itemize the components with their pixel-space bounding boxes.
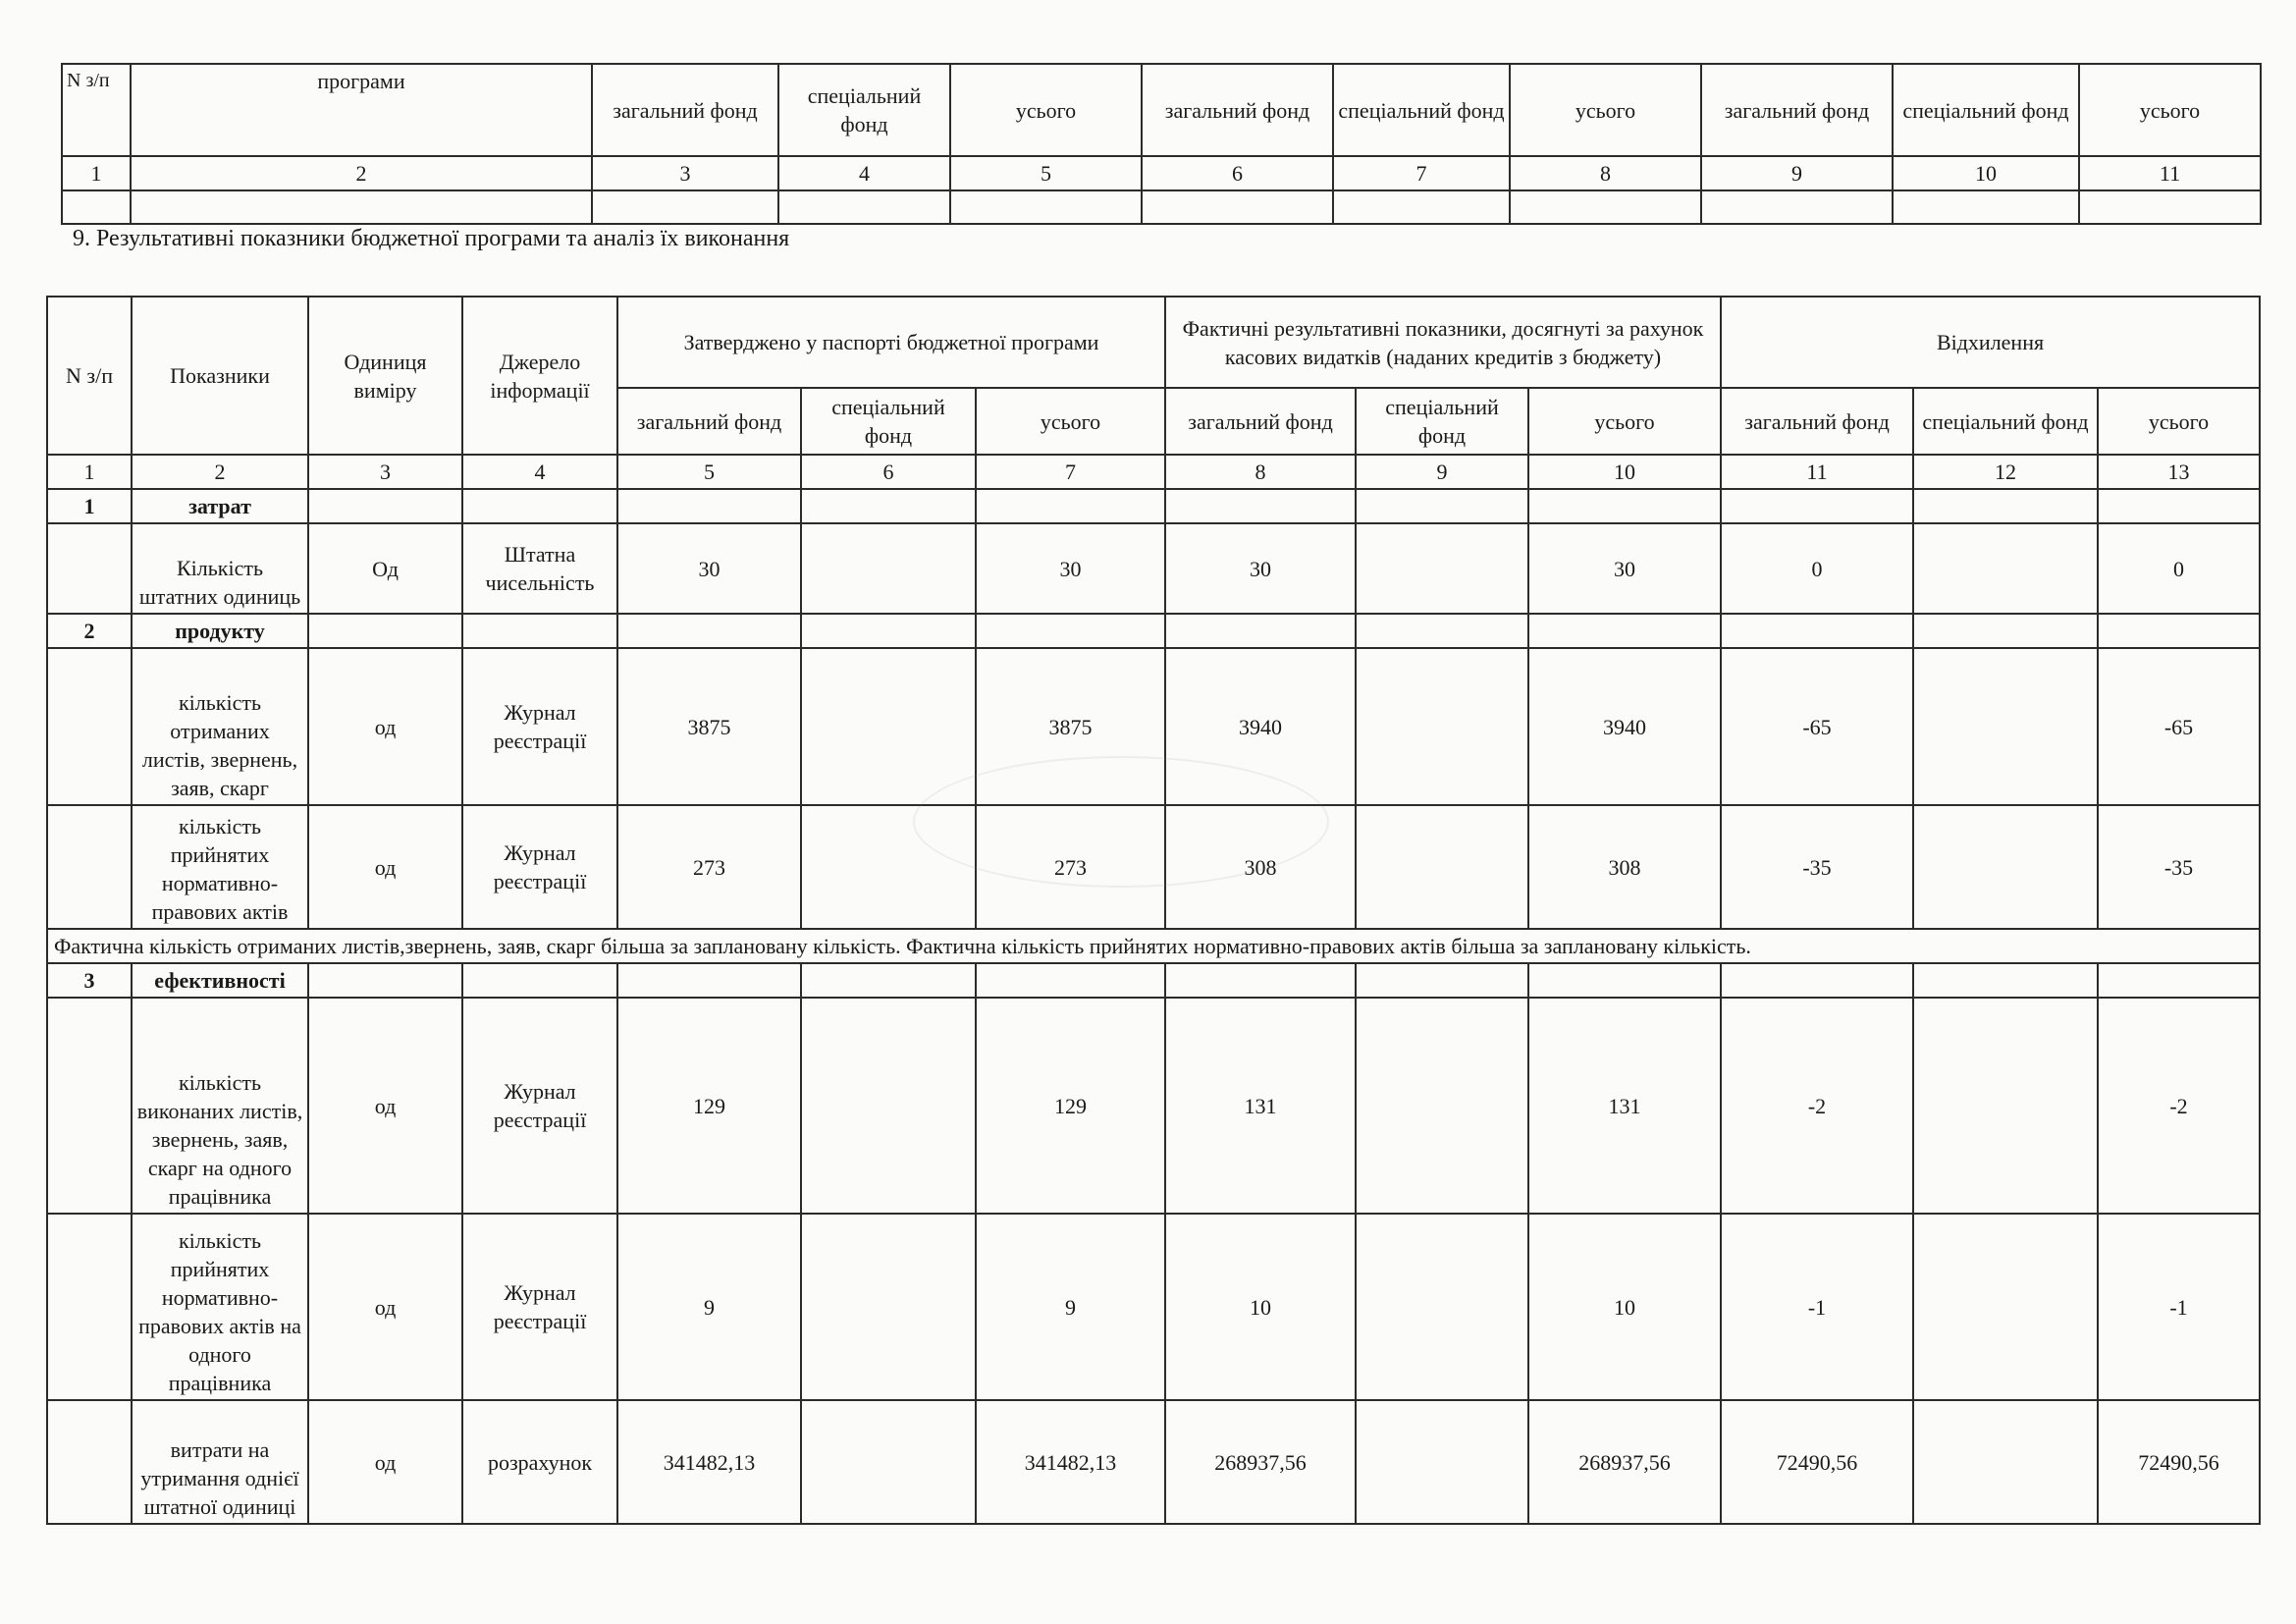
col-number: 2: [131, 156, 592, 190]
top-table-header-row: [62, 64, 2261, 156]
value-cell: 3940: [1528, 648, 1721, 805]
value-cell: [1356, 998, 1528, 1214]
value-cell: 308: [1165, 805, 1356, 929]
col-number: 7: [1333, 156, 1510, 190]
value-cell: 273: [617, 805, 801, 929]
value-cell: -35: [2098, 805, 2260, 929]
section-row-costs: [47, 489, 2260, 523]
indicator-unit: од: [308, 1214, 462, 1400]
indicator-row: [47, 1214, 2260, 1400]
value-cell: -1: [1721, 1214, 1913, 1400]
col-number: 5: [617, 455, 801, 489]
header-general: загальний фонд: [1165, 388, 1356, 455]
header-approved: Затверджено у паспорті бюджетної програми: [617, 297, 1165, 388]
value-cell: -65: [2098, 648, 2260, 805]
value-cell: 30: [1528, 523, 1721, 614]
indicator-name: Кількість штатних одиниць: [132, 523, 308, 614]
indicator-name: кількість прийнятих нормативно-правових актів на одного працівника: [132, 1214, 308, 1400]
header-cell: усього: [1510, 64, 1701, 156]
header-cell: програми: [131, 64, 592, 156]
col-number: 1: [62, 156, 131, 190]
indicator-unit: Од: [308, 523, 462, 614]
col-number: 7: [976, 455, 1165, 489]
value-cell: [801, 998, 976, 1214]
col-number: 9: [1356, 455, 1528, 489]
indicator-unit: од: [308, 998, 462, 1214]
header-cell: усього: [2079, 64, 2261, 156]
value-cell: 9: [976, 1214, 1165, 1400]
col-number: 3: [308, 455, 462, 489]
indicator-name: кількість прийнятих нормативно-правових актів: [132, 805, 308, 929]
analysis-note-row: [47, 929, 2260, 963]
header-cell: усього: [950, 64, 1142, 156]
value-cell: 273: [976, 805, 1165, 929]
col-number: 9: [1701, 156, 1893, 190]
value-cell: 268937,56: [1528, 1400, 1721, 1524]
value-cell: -65: [1721, 648, 1913, 805]
header-cell: загальний фонд: [1701, 64, 1893, 156]
header-source: Джерело інформації: [462, 297, 617, 455]
header-total: усього: [1528, 388, 1721, 455]
header-cell: спеціальний фонд: [778, 64, 950, 156]
value-cell: 341482,13: [617, 1400, 801, 1524]
value-cell: 10: [1165, 1214, 1356, 1400]
value-cell: 30: [976, 523, 1165, 614]
top-table: [61, 63, 2262, 225]
value-cell: -2: [1721, 998, 1913, 1214]
indicator-name: кількість отриманих листів, звернень, заяв, скарг: [132, 648, 308, 805]
value-cell: 131: [1165, 998, 1356, 1214]
header-total: усього: [976, 388, 1165, 455]
section-row-product: [47, 614, 2260, 648]
indicator-row: [47, 998, 2260, 1214]
value-cell: [801, 1400, 976, 1524]
col-number: 6: [1142, 156, 1333, 190]
header-special: спеціальний фонд: [1356, 388, 1528, 455]
section-num: 3: [47, 963, 132, 998]
col-number: 1: [47, 455, 132, 489]
value-cell: [1356, 523, 1528, 614]
header-general: загальний фонд: [1721, 388, 1913, 455]
col-number: 10: [1893, 156, 2079, 190]
value-cell: 341482,13: [976, 1400, 1165, 1524]
value-cell: 72490,56: [1721, 1400, 1913, 1524]
value-cell: [801, 648, 976, 805]
value-cell: 268937,56: [1165, 1400, 1356, 1524]
value-cell: [1913, 998, 2098, 1214]
header-general: загальний фонд: [617, 388, 801, 455]
header-cell: загальний фонд: [592, 64, 778, 156]
indicator-source: Штатна чисельність: [462, 523, 617, 614]
column-number-row: [47, 455, 2260, 489]
col-number: 8: [1165, 455, 1356, 489]
indicator-source: Журнал реєстрації: [462, 805, 617, 929]
value-cell: -1: [2098, 1214, 2260, 1400]
col-number: 4: [778, 156, 950, 190]
col-number: 11: [1721, 455, 1913, 489]
value-cell: 30: [1165, 523, 1356, 614]
indicator-source: розрахунок: [462, 1400, 617, 1524]
col-number: 5: [950, 156, 1142, 190]
section-num: 1: [47, 489, 132, 523]
indicators-table: [46, 296, 2261, 1525]
section-name: затрат: [132, 489, 308, 523]
value-cell: [1356, 648, 1528, 805]
section-title: 9. Результативні показники бюджетної програми та аналіз їх виконання: [73, 226, 790, 251]
value-cell: [1356, 1400, 1528, 1524]
col-number: 4: [462, 455, 617, 489]
value-cell: 131: [1528, 998, 1721, 1214]
header-cell: спеціальний фонд: [1893, 64, 2079, 156]
analysis-note: Фактична кількість отриманих листів,звернень, заяв, скарг більша за заплановану кількість. Фактична кількість прийнятих нормативно-правових актів більша за заплановану кількість.: [47, 929, 2260, 963]
indicator-source: Журнал реєстрації: [462, 1214, 617, 1400]
header-deviation: Відхилення: [1721, 297, 2260, 388]
section-row-efficiency: [47, 963, 2260, 998]
indicator-unit: од: [308, 805, 462, 929]
col-number: 6: [801, 455, 976, 489]
indicator-row: [47, 1400, 2260, 1524]
header-cell: загальний фонд: [1142, 64, 1333, 156]
value-cell: 72490,56: [2098, 1400, 2260, 1524]
value-cell: [1913, 523, 2098, 614]
value-cell: [1913, 1214, 2098, 1400]
value-cell: 3875: [976, 648, 1165, 805]
header-row-1: [47, 297, 2260, 388]
header-indicators: Показники: [132, 297, 308, 455]
col-number: 8: [1510, 156, 1701, 190]
value-cell: 0: [2098, 523, 2260, 614]
col-number: 3: [592, 156, 778, 190]
value-cell: [1913, 805, 2098, 929]
value-cell: [1913, 648, 2098, 805]
header-unit: Одиниця виміру: [308, 297, 462, 455]
value-cell: 129: [617, 998, 801, 1214]
value-cell: [1356, 805, 1528, 929]
bleed-through-stamp: [913, 756, 1329, 888]
header-special: спеціальний фонд: [1913, 388, 2098, 455]
col-number: 13: [2098, 455, 2260, 489]
header-cell: спеціальний фонд: [1333, 64, 1510, 156]
value-cell: [801, 1214, 976, 1400]
indicator-name: витрати на утримання однієї штатної одиниці: [132, 1400, 308, 1524]
indicator-source: Журнал реєстрації: [462, 998, 617, 1214]
col-number: 2: [132, 455, 308, 489]
value-cell: 30: [617, 523, 801, 614]
indicator-row: [47, 523, 2260, 614]
value-cell: [1356, 1214, 1528, 1400]
col-number: 12: [1913, 455, 2098, 489]
value-cell: 3875: [617, 648, 801, 805]
header-cell: N з/п: [62, 64, 131, 156]
value-cell: 308: [1528, 805, 1721, 929]
value-cell: 129: [976, 998, 1165, 1214]
value-cell: 9: [617, 1214, 801, 1400]
section-name: продукту: [132, 614, 308, 648]
value-cell: 3940: [1165, 648, 1356, 805]
value-cell: [1913, 1400, 2098, 1524]
indicator-name: кількість виконаних листів, звернень, заяв, скарг на одного працівника: [132, 998, 308, 1214]
value-cell: -2: [2098, 998, 2260, 1214]
col-number: 10: [1528, 455, 1721, 489]
header-actual: Фактичні результативні показники, досягнуті за рахунок касових видатків (наданих кредитів з бюджету): [1165, 297, 1721, 388]
indicator-source: Журнал реєстрації: [462, 648, 617, 805]
header-num: N з/п: [47, 297, 132, 455]
value-cell: 10: [1528, 1214, 1721, 1400]
value-cell: -35: [1721, 805, 1913, 929]
top-table-empty-row: [62, 190, 2261, 224]
header-special: спеціальний фонд: [801, 388, 976, 455]
indicator-unit: од: [308, 1400, 462, 1524]
header-total: усього: [2098, 388, 2260, 455]
value-cell: [801, 523, 976, 614]
indicator-unit: од: [308, 648, 462, 805]
section-name: ефективності: [132, 963, 308, 998]
col-number: 11: [2079, 156, 2261, 190]
value-cell: 0: [1721, 523, 1913, 614]
section-num: 2: [47, 614, 132, 648]
top-table-number-row: [62, 156, 2261, 190]
